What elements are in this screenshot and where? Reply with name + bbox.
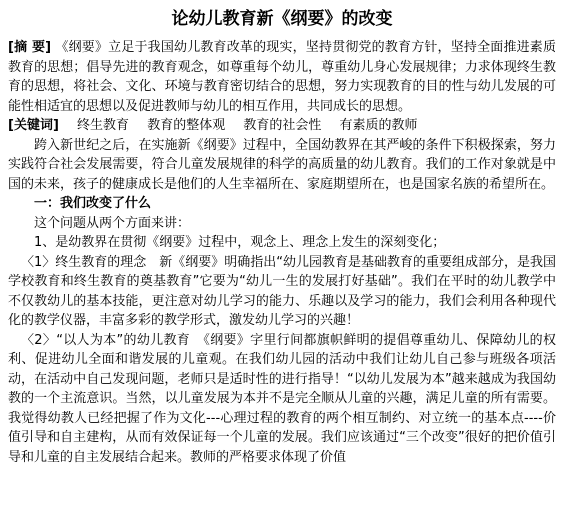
subpoint-1: 〈1〉终生教育的理念 新《纲要》明确指出“幼儿园教育是基础教育的重要组成部分，是我国学校教育和终生教育的奠基教育”它要为“幼儿一生的发展打好基础”。我们在平时的幼儿教学中不仅教幼儿的基本技能，更注意对幼儿学习的能力、乐趣以及学习的能力，我们会利用各种现代化的教学仪器，丰富多彩的教学形式，激发幼儿学习的兴趣！	[8, 254, 557, 328]
keyword-item: 教育的整体观	[147, 118, 226, 133]
subpoint-2: 〈2〉“以人为本”的幼儿教育 《纲要》字里行间都旗帜鲜明的提倡尊重幼儿、保障幼儿的权利、促进幼儿全面和谐发展的儿童观。在我们幼儿园的活动中我们让幼儿自己参与班级各项活动，在活动中自己发现问题，老师只是适时性的进行指导！“以幼儿发展为本”越来越成为我国幼教的一个主流意识。当然，以儿童发展为本并不是完全顺从儿童的兴趣，满足儿童的所有需要。我觉得幼教人已经把握了作为文化---心理过程的教育的两个相互制约、对立统一的基本点----价值引导和自主建构，从而有效保证每一个儿童的发展。我们应该通过“三个改变”很好的把价值引导和儿童的自主发展结合起来。教师的严格要求体现了价值	[8, 332, 556, 465]
document-title: 论幼儿教育新《纲要》的改变	[171, 9, 393, 29]
abstract-text: 《纲要》立足于我国幼儿教育改革的现实，坚持贯彻党的教育方针，坚持全面推进素质教育的思想；倡导先进的教育观念，如尊重每个幼儿，尊重幼儿身心发展规律；力求体现终生教育的思想，将社会、文化、环境与教育密切结合的思想，努力实现教育的目的性与幼儿发展的可能性相适宜的思想以及促进教师与幼儿的相互作用，共同成长的思想。	[8, 40, 556, 114]
section-heading: 一：我们改变了什么	[34, 196, 152, 211]
section-lead: 这个问题从两个方面来讲：	[34, 215, 191, 231]
abstract-paragraph	[8, 38, 556, 116]
keyword-item: 教育的社会性	[243, 118, 322, 133]
point-1: 1、是幼教界在贯彻《纲要》过程中，观念上、理念上发生的深刻变化；	[34, 235, 446, 250]
keywords-label: [关键词]	[8, 118, 59, 133]
abstract-label: [摘 要]	[8, 40, 52, 55]
keywords-line	[8, 116, 556, 136]
intro-paragraph: 跨入新世纪之后，在实施新《纲要》过程中，全国幼教界在其严峻的条件下积极探索，努力实践符合社会发展需要，符合儿童发展规律的科学的高质量的幼儿教育。我们的工作对象就是中国的未来，孩子的健康成长是他们的人生幸福所在、家庭期望所在，也是国家名族的希望所在。	[8, 137, 556, 192]
keyword-item: 有素质的教师	[339, 118, 418, 133]
keyword-item: 终生教育	[77, 118, 130, 133]
